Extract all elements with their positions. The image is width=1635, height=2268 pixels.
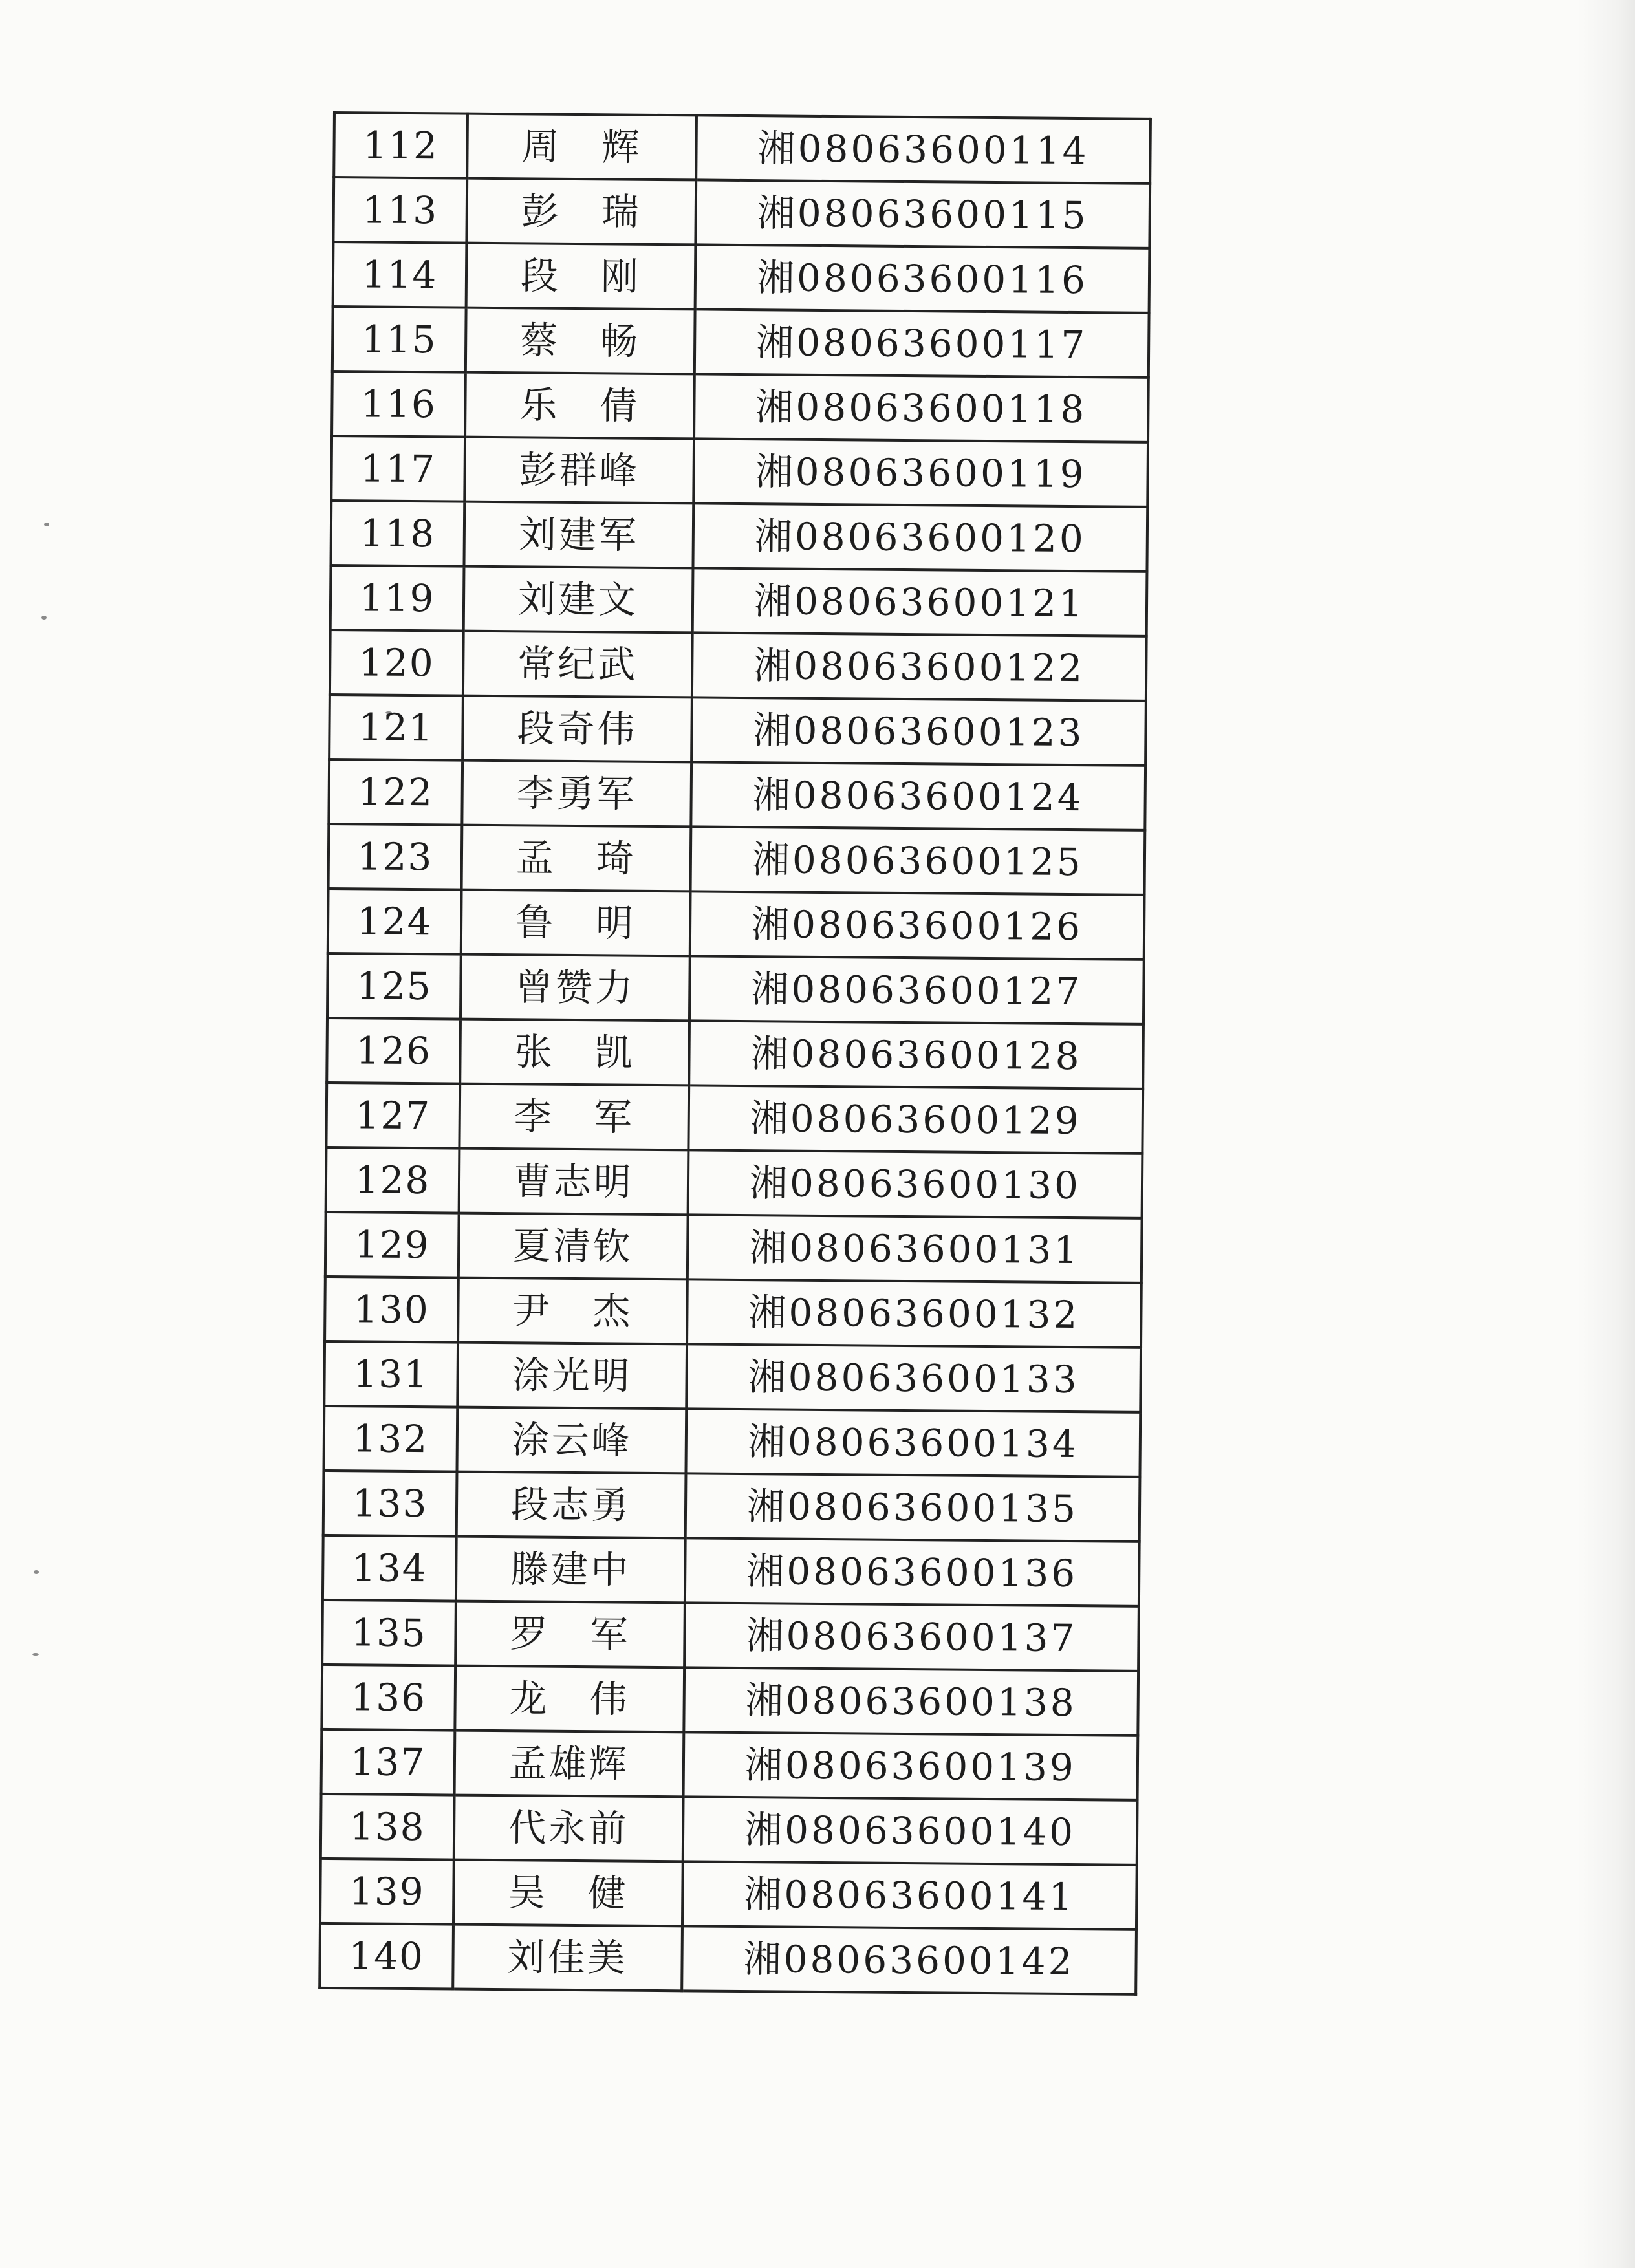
certificate-number-cell: 湘08063600141 bbox=[682, 1861, 1137, 1930]
roster-table-container bbox=[318, 111, 1152, 1996]
certificate-number-cell: 湘08063600125 bbox=[691, 826, 1145, 895]
certificate-number-cell: 湘08063600134 bbox=[686, 1409, 1140, 1477]
row-number-cell: 133 bbox=[323, 1471, 457, 1537]
table-row bbox=[329, 824, 1145, 895]
certificate-number-cell: 湘08063600139 bbox=[684, 1732, 1138, 1800]
name-cell: 孟雄辉 bbox=[455, 1731, 684, 1797]
certificate-number-cell: 湘08063600126 bbox=[690, 891, 1145, 960]
certificate-number-cell: 湘08063600119 bbox=[693, 438, 1148, 507]
table-row bbox=[323, 1535, 1140, 1606]
name-cell: 李 军 bbox=[459, 1084, 689, 1150]
row-number-cell: 129 bbox=[325, 1212, 459, 1278]
name-cell: 涂光明 bbox=[457, 1343, 687, 1409]
row-number-cell: 114 bbox=[333, 242, 467, 308]
row-number-cell: 139 bbox=[320, 1859, 454, 1925]
row-number-cell: 125 bbox=[327, 953, 461, 1019]
name-cell: 刘建军 bbox=[464, 502, 693, 568]
row-number-cell: 120 bbox=[330, 630, 464, 696]
name-cell: 滕建中 bbox=[456, 1537, 686, 1603]
table-row bbox=[326, 1147, 1143, 1218]
table-row bbox=[323, 1406, 1140, 1477]
name-cell: 尹 杰 bbox=[458, 1278, 688, 1345]
roster-table bbox=[318, 111, 1152, 1996]
row-number-cell: 131 bbox=[324, 1341, 458, 1407]
certificate-number-cell: 湘08063600130 bbox=[688, 1150, 1143, 1218]
certificate-number-cell: 湘08063600122 bbox=[692, 632, 1147, 701]
table-row bbox=[321, 1729, 1138, 1800]
table-row bbox=[332, 307, 1149, 378]
table-row bbox=[331, 436, 1148, 507]
row-number-cell: 124 bbox=[328, 889, 462, 955]
scan-speck bbox=[32, 1653, 39, 1656]
name-cell: 刘建文 bbox=[464, 567, 693, 633]
name-cell: 曹志明 bbox=[459, 1149, 689, 1215]
row-number-cell: 140 bbox=[319, 1923, 453, 1989]
row-number-cell: 126 bbox=[327, 1018, 460, 1084]
row-number-cell: 115 bbox=[332, 307, 466, 373]
table-row bbox=[325, 1212, 1142, 1283]
certificate-number-cell: 湘08063600114 bbox=[696, 115, 1151, 184]
row-number-cell: 118 bbox=[330, 501, 464, 567]
certificate-number-cell: 湘08063600132 bbox=[687, 1279, 1142, 1348]
certificate-number-cell: 湘08063600116 bbox=[695, 244, 1150, 313]
row-number-cell: 135 bbox=[322, 1600, 456, 1666]
table-row bbox=[320, 1859, 1137, 1930]
scan-edge-shadow bbox=[1577, 0, 1635, 2268]
table-row bbox=[330, 565, 1147, 636]
row-number-cell: 134 bbox=[323, 1535, 457, 1601]
certificate-number-cell: 湘08063600135 bbox=[686, 1473, 1140, 1542]
row-number-cell: 121 bbox=[329, 695, 463, 761]
name-cell: 段奇伟 bbox=[462, 696, 692, 762]
roster-table-body bbox=[319, 113, 1151, 1994]
table-row bbox=[330, 501, 1147, 572]
certificate-number-cell: 湘08063600127 bbox=[689, 956, 1144, 1024]
name-cell: 彭群峰 bbox=[464, 437, 694, 504]
name-cell: 曾赞力 bbox=[460, 955, 690, 1021]
certificate-number-cell: 湘08063600118 bbox=[694, 374, 1149, 442]
row-number-cell: 127 bbox=[326, 1083, 460, 1149]
table-row bbox=[319, 1923, 1136, 1994]
table-row bbox=[326, 1083, 1143, 1154]
name-cell: 李勇军 bbox=[462, 761, 691, 827]
name-cell: 蔡 畅 bbox=[466, 308, 695, 374]
certificate-number-cell: 湘08063600121 bbox=[693, 568, 1147, 636]
name-cell: 代永前 bbox=[454, 1795, 684, 1862]
name-cell: 罗 军 bbox=[455, 1601, 685, 1668]
name-cell: 涂云峰 bbox=[457, 1407, 686, 1474]
row-number-cell: 128 bbox=[326, 1147, 460, 1213]
scan-speck bbox=[34, 1570, 39, 1574]
scan-speck bbox=[41, 616, 47, 620]
table-row bbox=[333, 242, 1150, 313]
table-row bbox=[329, 695, 1146, 766]
certificate-number-cell: 湘08063600117 bbox=[695, 309, 1149, 378]
name-cell: 乐 倩 bbox=[465, 373, 695, 439]
name-cell: 段 刚 bbox=[466, 243, 696, 310]
table-row bbox=[325, 1277, 1142, 1348]
certificate-number-cell: 湘08063600140 bbox=[683, 1797, 1138, 1865]
table-row bbox=[324, 1341, 1141, 1412]
row-number-cell: 132 bbox=[323, 1406, 457, 1472]
row-number-cell: 117 bbox=[331, 436, 465, 502]
row-number-cell: 122 bbox=[329, 759, 462, 825]
certificate-number-cell: 湘08063600124 bbox=[691, 762, 1145, 830]
row-number-cell: 113 bbox=[333, 177, 467, 243]
certificate-number-cell: 湘08063600131 bbox=[688, 1215, 1142, 1283]
name-cell: 龙 伟 bbox=[455, 1666, 684, 1733]
table-row bbox=[321, 1665, 1138, 1736]
certificate-number-cell: 湘08063600137 bbox=[684, 1603, 1139, 1671]
table-row bbox=[329, 759, 1145, 830]
certificate-number-cell: 湘08063600136 bbox=[685, 1538, 1140, 1606]
table-row bbox=[327, 1018, 1143, 1089]
name-cell: 吴 健 bbox=[453, 1860, 683, 1927]
table-row bbox=[328, 889, 1145, 960]
row-number-cell: 119 bbox=[330, 565, 464, 631]
name-cell: 刘佳美 bbox=[453, 1925, 682, 1991]
table-row bbox=[333, 177, 1150, 248]
certificate-number-cell: 湘08063600123 bbox=[691, 697, 1146, 766]
row-number-cell: 123 bbox=[329, 824, 462, 890]
table-row bbox=[334, 113, 1151, 184]
row-number-cell: 137 bbox=[321, 1729, 455, 1795]
table-row bbox=[321, 1794, 1138, 1865]
name-cell: 段志勇 bbox=[457, 1472, 686, 1539]
name-cell: 周 辉 bbox=[467, 114, 697, 180]
certificate-number-cell: 湘08063600142 bbox=[682, 1926, 1136, 1994]
row-number-cell: 112 bbox=[334, 113, 468, 178]
certificate-number-cell: 湘08063600129 bbox=[688, 1085, 1143, 1154]
row-number-cell: 136 bbox=[321, 1665, 455, 1731]
row-number-cell: 130 bbox=[325, 1277, 459, 1343]
name-cell: 张 凯 bbox=[460, 1019, 689, 1086]
table-row bbox=[330, 630, 1147, 701]
certificate-number-cell: 湘08063600128 bbox=[689, 1021, 1143, 1089]
certificate-number-cell: 湘08063600115 bbox=[695, 180, 1150, 248]
table-row bbox=[327, 953, 1144, 1024]
scan-speck bbox=[44, 523, 49, 526]
name-cell: 彭 瑞 bbox=[466, 178, 696, 245]
certificate-number-cell: 湘08063600138 bbox=[684, 1667, 1138, 1736]
name-cell: 夏清钦 bbox=[459, 1213, 688, 1280]
name-cell: 孟 琦 bbox=[462, 825, 691, 892]
name-cell: 常纪武 bbox=[463, 631, 693, 698]
table-row bbox=[332, 371, 1149, 442]
table-row bbox=[322, 1600, 1139, 1671]
certificate-number-cell: 湘08063600120 bbox=[693, 503, 1147, 572]
row-number-cell: 116 bbox=[332, 371, 466, 437]
row-number-cell: 138 bbox=[321, 1794, 455, 1860]
table-row bbox=[323, 1471, 1140, 1542]
name-cell: 鲁 明 bbox=[461, 890, 691, 956]
certificate-number-cell: 湘08063600133 bbox=[686, 1344, 1141, 1412]
